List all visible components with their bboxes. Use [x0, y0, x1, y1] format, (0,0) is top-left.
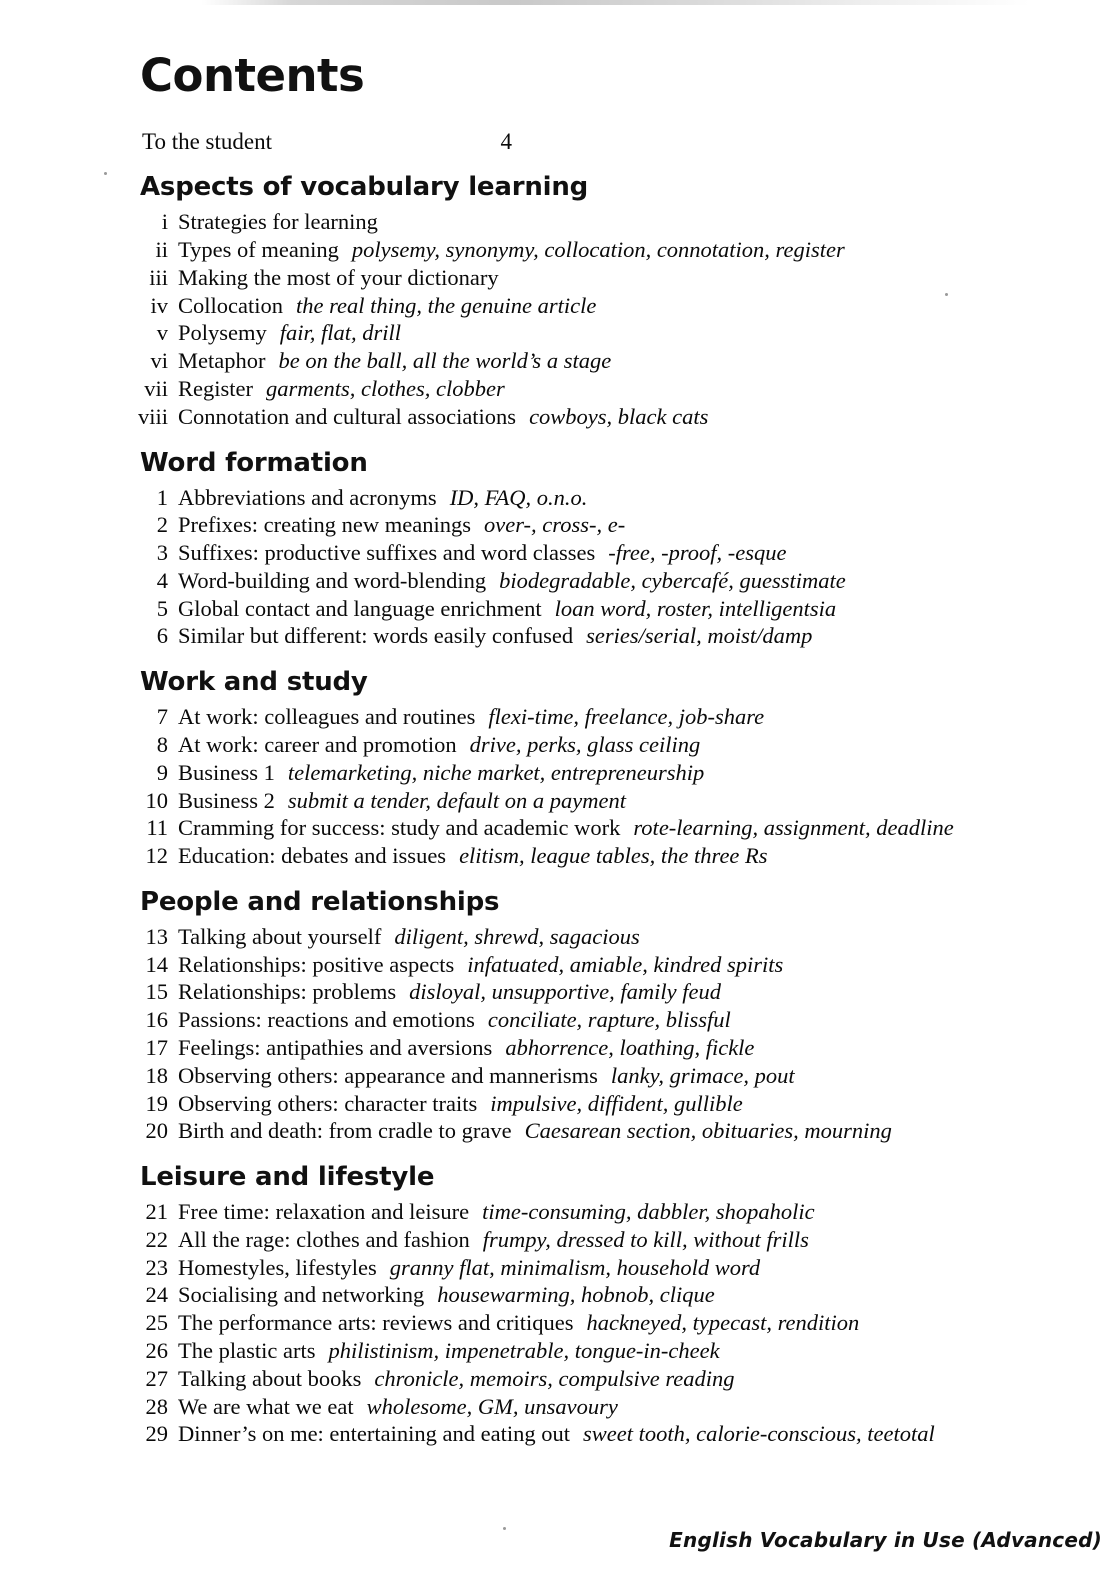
- entry-body: [178, 208, 378, 236]
- entry-number: 10: [145, 787, 168, 813]
- section-heading: People and relationships: [140, 886, 500, 917]
- entry-title: Free time: relaxation and leisure: [178, 1199, 470, 1225]
- entry-title: Polysemy: [178, 320, 267, 346]
- contents-entry[interactable]: [138, 1062, 1038, 1090]
- contents-entry[interactable]: [138, 1006, 1038, 1034]
- entry-body: [178, 264, 499, 292]
- entry-body: [178, 842, 768, 870]
- section-heading: Leisure and lifestyle: [140, 1162, 435, 1193]
- contents-entry[interactable]: [138, 703, 1038, 731]
- entry-examples: ID, FAQ, o.n.o.: [449, 484, 588, 510]
- contents-entry[interactable]: [138, 292, 1038, 320]
- entry-list: [138, 484, 1038, 651]
- contents-entry[interactable]: [138, 1337, 1038, 1365]
- contents-entry[interactable]: [138, 1254, 1038, 1282]
- entry-examples: drive, perks, glass ceiling: [469, 731, 701, 757]
- entry-number: 21: [145, 1199, 168, 1225]
- entry-examples: polysemy, synonymy, collocation, connotation, register: [351, 237, 845, 263]
- entry-title: Socialising and networking: [178, 1282, 425, 1308]
- entry-number: 29: [145, 1421, 168, 1447]
- entry-body: [178, 1393, 618, 1421]
- section: [138, 1162, 1038, 1448]
- contents-entry[interactable]: [138, 539, 1038, 567]
- entry-body: [178, 923, 640, 951]
- contents-entry[interactable]: [138, 1393, 1038, 1421]
- entry-number: 5: [156, 595, 168, 621]
- entry-body: [178, 1420, 935, 1448]
- contents-entry[interactable]: [138, 1117, 1038, 1145]
- entry-title: Feelings: antipathies and aversions: [178, 1035, 493, 1060]
- entry-examples: over-, cross-, e-: [484, 512, 626, 538]
- contents-entry[interactable]: [138, 403, 1038, 431]
- entry-title: Education: debates and issues: [178, 843, 447, 869]
- entry-title: Dinner’s on me: entertaining and eating out: [178, 1421, 570, 1447]
- contents-entry[interactable]: [138, 208, 1038, 236]
- entry-title: Birth and death: from cradle to grave: [178, 1118, 512, 1144]
- entry-title: Observing others: appearance and mannerisms: [178, 1062, 598, 1088]
- section-heading: Word formation: [140, 447, 368, 478]
- contents-entry[interactable]: [138, 595, 1038, 623]
- entry-body: [178, 1226, 809, 1254]
- entry-body: [178, 236, 845, 264]
- entry-title: Cramming for success: study and academic work: [178, 815, 621, 841]
- entry-number: vi: [150, 348, 168, 374]
- entry-body: [178, 347, 611, 375]
- entry-number: 16: [145, 1007, 168, 1033]
- entry-list: [138, 1198, 1038, 1448]
- entry-body: [178, 484, 587, 512]
- entry-number: 14: [145, 951, 168, 977]
- entry-number: 6: [156, 623, 168, 649]
- entry-examples: submit a tender, default on a payment: [287, 787, 626, 813]
- contents-entry[interactable]: [138, 842, 1038, 870]
- entry-body: [178, 1365, 735, 1393]
- section: [138, 667, 1038, 870]
- entry-number: 27: [145, 1365, 168, 1391]
- entry-body: [178, 539, 787, 567]
- contents-entry[interactable]: [138, 484, 1038, 512]
- page-footer: English Vocabulary in Use (Advanced): [669, 1528, 1102, 1552]
- entry-examples: series/serial, moist/damp: [586, 623, 813, 649]
- scan-speck: [503, 1527, 506, 1530]
- entry-list: [138, 923, 1038, 1145]
- entry-body: [178, 787, 626, 815]
- entry-examples: sweet tooth, calorie-conscious, teetotal: [582, 1421, 935, 1447]
- entry-title: Word-building and word-blending: [178, 567, 487, 593]
- entry-examples: housewarming, hobnob, clique: [437, 1282, 715, 1308]
- entry-body: [178, 403, 708, 431]
- entry-title: Abbreviations and acronyms: [178, 484, 437, 510]
- entry-title: Relationships: positive aspects: [178, 951, 455, 977]
- entry-examples: diligent, shrewd, sagacious: [394, 923, 640, 949]
- contents-entry[interactable]: [138, 567, 1038, 595]
- entry-title: Talking about yourself: [178, 923, 382, 949]
- entry-title: Making the most of your dictionary: [178, 264, 499, 290]
- entry-examples: wholesome, GM, unsavoury: [366, 1393, 618, 1419]
- entry-examples: frumpy, dressed to kill, without frills: [482, 1226, 809, 1252]
- contents-entry[interactable]: [138, 759, 1038, 787]
- entry-body: [178, 978, 721, 1006]
- entry-number: 2: [156, 512, 168, 538]
- entry-number: 15: [145, 979, 168, 1005]
- section-heading: Aspects of vocabulary learning: [140, 172, 589, 203]
- entry-examples: cowboys, black cats: [529, 403, 709, 429]
- contents-entry[interactable]: [138, 375, 1038, 403]
- contents-entry[interactable]: [138, 978, 1038, 1006]
- entry-examples: fair, flat, drill: [279, 320, 402, 346]
- entry-list: [138, 208, 1038, 430]
- front-matter-page-number: 4: [500, 129, 512, 155]
- entry-title: Connotation and cultural associations: [178, 403, 517, 429]
- entry-body: [178, 703, 764, 731]
- contents-entry[interactable]: [138, 264, 1038, 292]
- entry-number: iii: [149, 264, 168, 290]
- contents-entry[interactable]: [138, 1365, 1038, 1393]
- entry-examples: chronicle, memoirs, compulsive reading: [374, 1365, 735, 1391]
- entry-examples: loan word, roster, intelligentsia: [554, 595, 837, 621]
- entry-examples: lanky, grimace, pout: [610, 1062, 795, 1088]
- page-title: Contents: [140, 49, 365, 102]
- entry-number: 19: [145, 1090, 168, 1116]
- contents-entry[interactable]: [138, 731, 1038, 759]
- entry-title: Collocation: [178, 292, 283, 318]
- contents-entry[interactable]: [138, 347, 1038, 375]
- entry-body: [178, 1006, 731, 1034]
- entry-examples: abhorrence, loathing, fickle: [505, 1035, 755, 1060]
- entry-number: 26: [145, 1338, 168, 1364]
- entry-body: [178, 951, 783, 979]
- entry-title: Global contact and language enrichment: [178, 595, 542, 621]
- entry-title: At work: colleagues and routines: [178, 704, 476, 730]
- entry-title: Passions: reactions and emotions: [178, 1007, 475, 1033]
- contents-entry[interactable]: [138, 1034, 1038, 1062]
- entry-title: Register: [178, 375, 253, 401]
- entry-examples: infatuated, amiable, kindred spirits: [467, 951, 784, 977]
- contents-entry[interactable]: [138, 622, 1038, 650]
- entry-examples: -free, -proof, -esque: [608, 540, 787, 566]
- entry-title: All the rage: clothes and fashion: [178, 1226, 470, 1252]
- entry-examples: the real thing, the genuine article: [296, 292, 597, 318]
- entry-number: 17: [145, 1035, 168, 1060]
- entry-examples: elitism, league tables, the three Rs: [459, 843, 768, 869]
- contents-entry[interactable]: [138, 814, 1038, 842]
- contents-entry[interactable]: [138, 1226, 1038, 1254]
- entry-title: We are what we eat: [178, 1393, 354, 1419]
- entry-number: 7: [156, 704, 168, 730]
- entry-title: Suffixes: productive suffixes and word classes: [178, 540, 596, 566]
- entry-examples: telemarketing, niche market, entrepreneurship: [287, 759, 705, 785]
- entry-examples: rote-learning, assignment, deadline: [633, 815, 954, 841]
- entry-body: [178, 1034, 754, 1062]
- entry-number: 1: [156, 484, 168, 510]
- entry-number: 20: [145, 1118, 168, 1144]
- entry-examples: conciliate, rapture, blissful: [487, 1007, 731, 1033]
- entry-number: 24: [145, 1282, 168, 1308]
- contents-entry[interactable]: [138, 787, 1038, 815]
- entry-title: The performance arts: reviews and critiques: [178, 1310, 574, 1336]
- contents-entry[interactable]: [138, 1420, 1038, 1448]
- entry-body: [178, 1309, 859, 1337]
- entry-body: [178, 1198, 815, 1226]
- contents-entry[interactable]: [138, 1281, 1038, 1309]
- entry-list: [138, 703, 1038, 870]
- entry-body: [178, 1281, 715, 1309]
- entry-body: [178, 1090, 743, 1118]
- entry-body: [178, 511, 625, 539]
- entry-examples: granny flat, minimalism, household word: [389, 1254, 761, 1280]
- entry-examples: disloyal, unsupportive, family feud: [409, 979, 721, 1005]
- entry-examples: impulsive, diffident, gullible: [490, 1090, 743, 1116]
- entry-number: 12: [145, 843, 168, 869]
- entry-number: 23: [145, 1254, 168, 1280]
- entry-body: [178, 595, 836, 623]
- contents-entry[interactable]: [138, 236, 1038, 264]
- entry-body: [178, 1117, 892, 1145]
- front-matter-label: To the student: [142, 129, 272, 155]
- entry-number: 13: [145, 923, 168, 949]
- entry-number: 11: [146, 815, 168, 841]
- entry-title: Observing others: character traits: [178, 1090, 478, 1116]
- entry-title: Types of meaning: [178, 237, 339, 263]
- entry-examples: flexi-time, freelance, job-share: [488, 704, 765, 730]
- entry-title: Strategies for learning: [178, 209, 378, 235]
- entry-body: [178, 814, 954, 842]
- entry-body: [178, 1337, 720, 1365]
- contents-body: [138, 49, 1038, 1448]
- entry-title: Prefixes: creating new meanings: [178, 512, 472, 538]
- entry-body: [178, 292, 596, 320]
- section: [138, 887, 1038, 1145]
- section-heading: Work and study: [140, 667, 368, 698]
- entry-number: viii: [138, 403, 169, 429]
- scan-speck: [104, 172, 107, 175]
- entry-examples: philistinism, impenetrable, tongue-in-cheek: [328, 1338, 720, 1364]
- entry-body: [178, 622, 812, 650]
- entry-title: The plastic arts: [178, 1338, 316, 1364]
- entry-examples: time-consuming, dabbler, shopaholic: [482, 1199, 815, 1225]
- front-matter-row: [142, 129, 1038, 155]
- entry-title: At work: career and promotion: [178, 731, 457, 757]
- contents-entry[interactable]: [138, 511, 1038, 539]
- entry-number: iv: [150, 292, 168, 318]
- section: [138, 172, 1038, 430]
- entry-number: 3: [156, 540, 168, 566]
- entry-number: vii: [144, 375, 168, 401]
- entry-number: ii: [155, 237, 168, 263]
- contents-entry[interactable]: [138, 1309, 1038, 1337]
- contents-entry[interactable]: [138, 1090, 1038, 1118]
- entry-number: 28: [145, 1393, 168, 1419]
- entry-body: [178, 759, 704, 787]
- entry-body: [178, 731, 700, 759]
- contents-entry[interactable]: [138, 923, 1038, 951]
- entry-body: [178, 319, 401, 347]
- entry-number: v: [156, 320, 168, 346]
- contents-entry[interactable]: [138, 319, 1038, 347]
- entry-number: 25: [145, 1310, 168, 1336]
- entry-examples: garments, clothes, clobber: [265, 375, 505, 401]
- entry-number: 9: [156, 759, 168, 785]
- contents-entry[interactable]: [138, 1198, 1038, 1226]
- entry-examples: hackneyed, typecast, rendition: [586, 1310, 860, 1336]
- entry-body: [178, 375, 505, 403]
- scan-edge-artifact: [0, 0, 1120, 5]
- entry-examples: be on the ball, all the world’s a stage: [278, 348, 612, 374]
- entry-title: Metaphor: [178, 348, 266, 374]
- entry-number: 18: [145, 1062, 168, 1088]
- section: [138, 448, 1038, 651]
- entry-number: 22: [145, 1226, 168, 1252]
- entry-title: Similar but different: words easily confused: [178, 623, 574, 649]
- entry-title: Homestyles, lifestyles: [178, 1254, 377, 1280]
- entry-body: [178, 1254, 760, 1282]
- entry-number: 8: [156, 731, 168, 757]
- entry-examples: Caesarean section, obituaries, mourning: [524, 1118, 892, 1144]
- sections-container: [138, 172, 1038, 1448]
- entry-number: i: [161, 209, 168, 235]
- entry-title: Talking about books: [178, 1365, 362, 1391]
- entry-title: Business 1: [178, 759, 275, 785]
- entry-title: Business 2: [178, 787, 275, 813]
- entry-body: [178, 567, 846, 595]
- contents-entry[interactable]: [138, 951, 1038, 979]
- entry-body: [178, 1062, 795, 1090]
- entry-title: Relationships: problems: [178, 979, 397, 1005]
- entry-number: 4: [156, 567, 168, 593]
- entry-examples: biodegradable, cybercafé, guesstimate: [499, 567, 846, 593]
